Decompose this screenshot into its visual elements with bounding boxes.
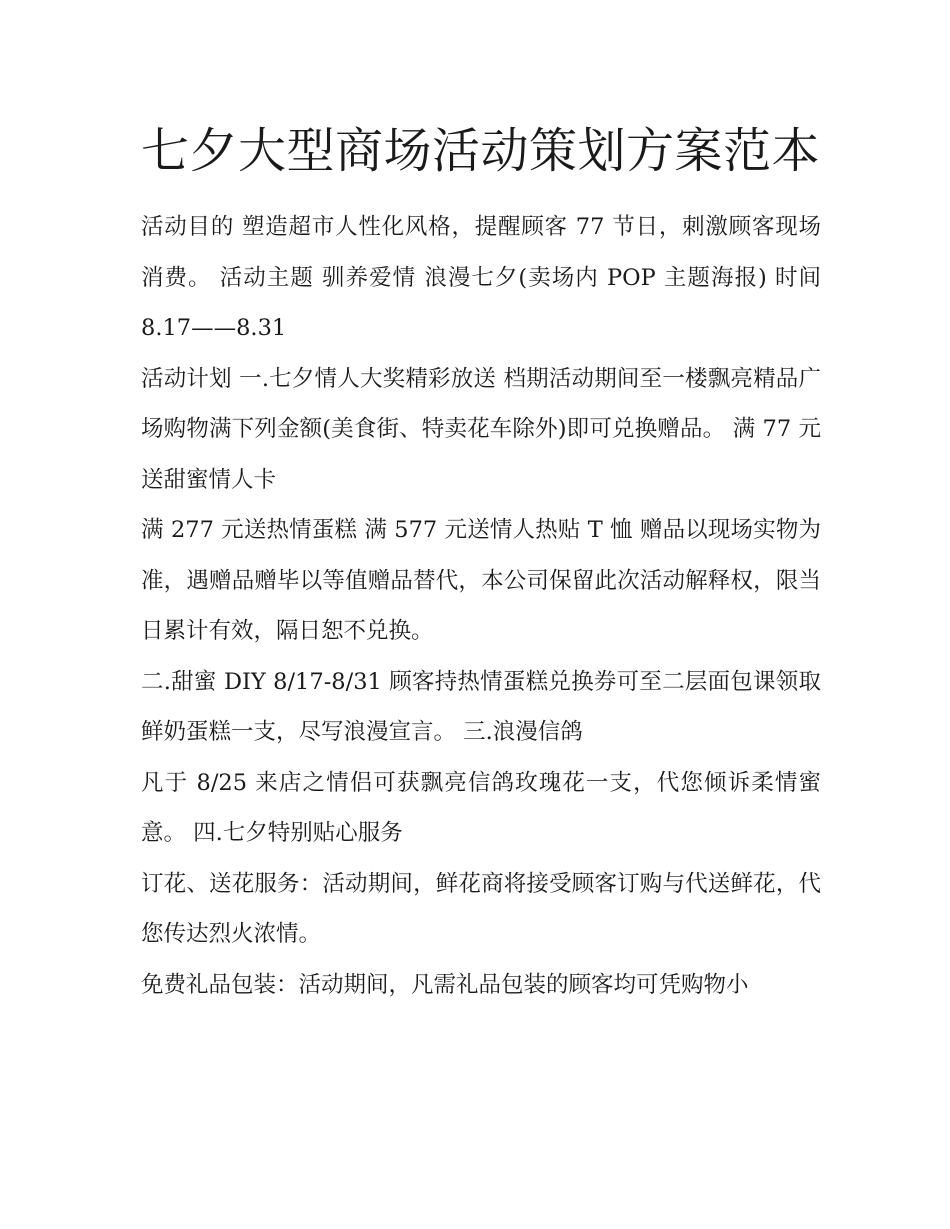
paragraph-objective: 活动目的 塑造超市人性化风格，提醒顾客 77 节日，刺激顾客现场消费。 活动主题 驯养爱情 浪漫七夕(卖场内 POP 主题海报) 时间 8.17——8.31 [141,214,821,341]
paragraph-gift-tiers: 满 277 元送热情蛋糕 满 577 元送情人热贴 T 恤 赠品以现场实物为准，遇赠品赠毕以等值赠品替代，本公司保留此次活动解释权，限当日累计有效，隔日恕不兑换。 [141,517,821,644]
paragraph-romantic-pigeon: 凡于 8/25 来店之情侣可获飘亮信鸽玫瑰花一支，代您倾诉柔情蜜意。 四.七夕特别贴心服务 [141,769,821,846]
paragraph-gift-wrapping: 免费礼品包装：活动期间，凡需礼品包装的顾客均可凭购物小 [141,971,749,998]
paragraph-plan-grand-prize: 活动计划 一.七夕情人大奖精彩放送 档期活动期间至一楼飘亮精品广场购物满下列金额(美食街、特卖花车除外)即可兑换赠品。 满 77 元送甜蜜情人卡 [141,365,821,493]
document-body [141,114,821,1010]
paragraph-flower-service: 订花、送花服务：活动期间，鲜花商将接受顾客订购与代送鲜花，代您传达烈火浓情。 [141,870,821,947]
paragraph-sweet-diy: 二.甜蜜 DIY 8/17-8/31 顾客持热情蛋糕兑换券可至二层面包课领取鲜奶蛋糕一支，尽写浪漫宣言。 三.浪漫信鸽 [141,668,821,745]
document-title: 七夕大型商场活动策划方案范本 [141,123,821,179]
